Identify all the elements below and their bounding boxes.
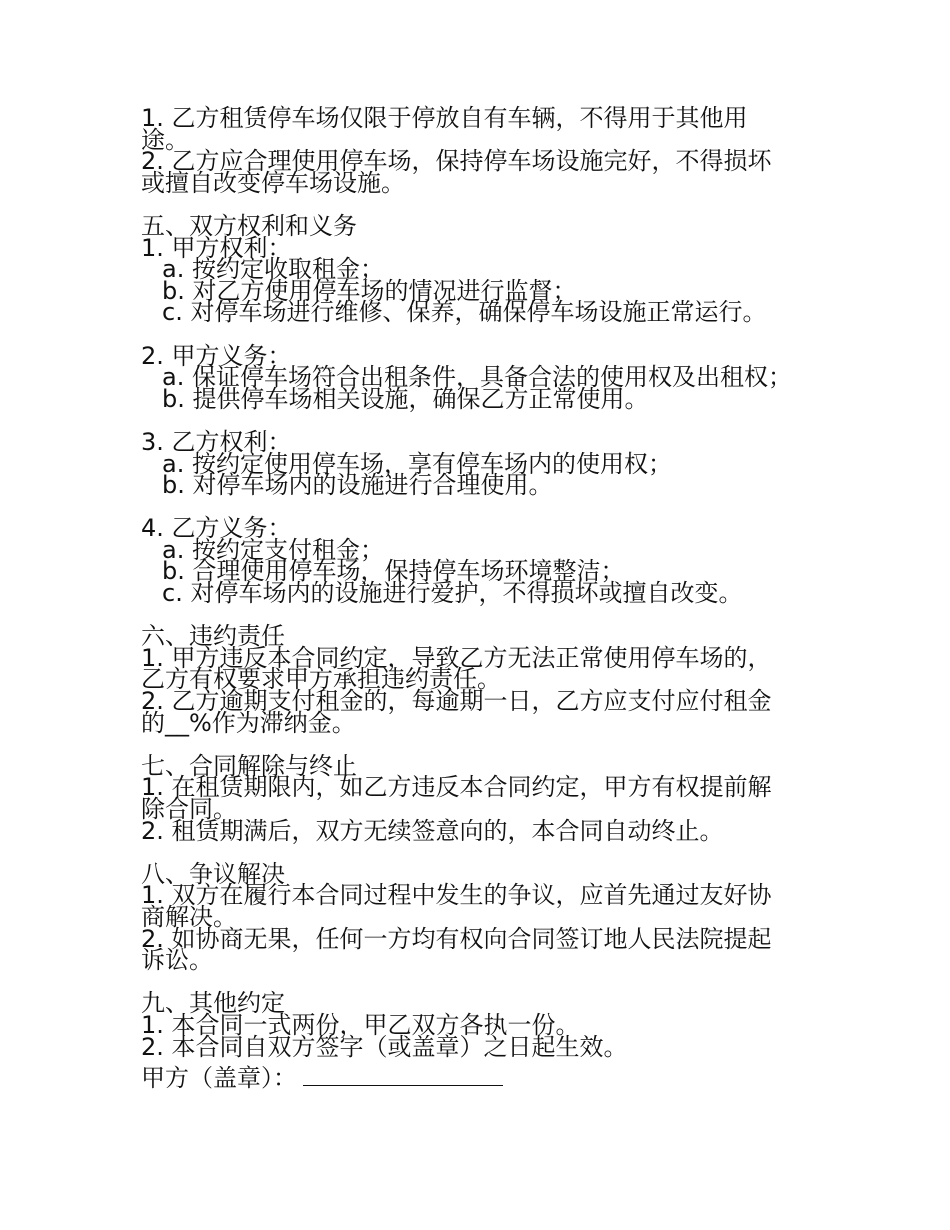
- signature-line: [141, 1064, 801, 1092]
- text-line: 1. 乙方租赁停车场仅限于停放自有车辆，不得用于其他用: [141, 104, 748, 132]
- text-line: 或擅自改变停车场设施。: [141, 168, 405, 197]
- text-line: 2. 甲方义务：: [141, 341, 292, 370]
- text-line: c. 对停车场进行维修、保养，确保停车场设施正常运行。: [162, 298, 767, 327]
- text-line: 诉讼。: [141, 946, 213, 975]
- text-line: a. 按约定支付租金；: [162, 535, 384, 564]
- text-line: a. 按约定收取租金；: [162, 255, 384, 284]
- contract-section: [141, 104, 801, 197]
- text-line: 商解决。: [141, 902, 237, 931]
- text-line: 1. 甲方违反本合同约定，导致乙方无法正常使用停车场的，: [141, 643, 772, 672]
- text-line: 1. 双方在履行本合同过程中发生的争议，应首先通过友好协: [141, 881, 772, 910]
- text-line: 途。: [141, 125, 189, 154]
- contract-section: [141, 622, 801, 737]
- text-line: 1. 甲方权利：: [141, 233, 292, 262]
- contract-section: [141, 211, 801, 327]
- text-line: 五、双方权利和义务: [141, 211, 357, 240]
- text-line: b. 对停车场内的设施进行合理使用。: [162, 471, 553, 500]
- text-line: 2. 乙方逾期支付租金的，每逾期一日，乙方应支付应付租金: [141, 687, 772, 716]
- text-line: c. 对停车场内的设施进行爱护，不得损坏或擅自改变。: [162, 579, 743, 608]
- contract-section: [141, 989, 801, 1061]
- contract-section: [141, 514, 801, 608]
- text-line: 六、违约责任: [141, 622, 285, 651]
- text-line: b. 对乙方使用停车场的情况进行监督；: [162, 276, 577, 305]
- contract-section: [141, 859, 801, 975]
- text-line: 4. 乙方义务：: [141, 514, 292, 543]
- text-line: 2. 租赁期满后，双方无续签意向的，本合同自动终止。: [141, 816, 724, 845]
- contract-body: [141, 104, 801, 1093]
- text-line: 3. 乙方权利：: [141, 427, 292, 456]
- text-line: b. 合理使用停车场，保持停车场环境整洁；: [162, 557, 625, 586]
- contract-section: [141, 427, 801, 500]
- text-line: 除合同。: [141, 795, 237, 823]
- contract-section: [141, 751, 801, 845]
- text-line: 八、争议解决: [141, 859, 285, 888]
- text-line: 乙方有权要求甲方承担违约责任。: [141, 665, 501, 694]
- text-line: a. 按约定使用停车场，享有停车场内的使用权；: [162, 449, 672, 478]
- text-line: 1. 本合同一式两份，甲乙双方各执一份。: [141, 1010, 580, 1039]
- text-line: 2. 乙方应合理使用停车场，保持停车场设施完好，不得损坏: [141, 147, 772, 176]
- text-line: b. 提供停车场相关设施，确保乙方正常使用。: [162, 384, 649, 413]
- text-line: 1. 在租赁期限内，如乙方违反本合同约定，甲方有权提前解: [141, 773, 772, 802]
- text-line: 七、合同解除与终止: [141, 751, 357, 780]
- text-line: 的__%作为滞纳金。: [141, 708, 356, 737]
- signature-label: 甲方（盖章）：: [141, 1064, 297, 1093]
- text-line: a. 保证停车场符合出租条件，具备合法的使用权及出租权；: [162, 363, 792, 392]
- text-line: 九、其他约定: [141, 989, 285, 1018]
- contract-section: [141, 341, 801, 413]
- signature-blank: [303, 1065, 503, 1086]
- text-line: 2. 本合同自双方签字（或盖章）之日起生效。: [141, 1032, 628, 1061]
- text-line: 2. 如协商无果，任何一方均有权向合同签订地人民法院提起: [141, 924, 772, 953]
